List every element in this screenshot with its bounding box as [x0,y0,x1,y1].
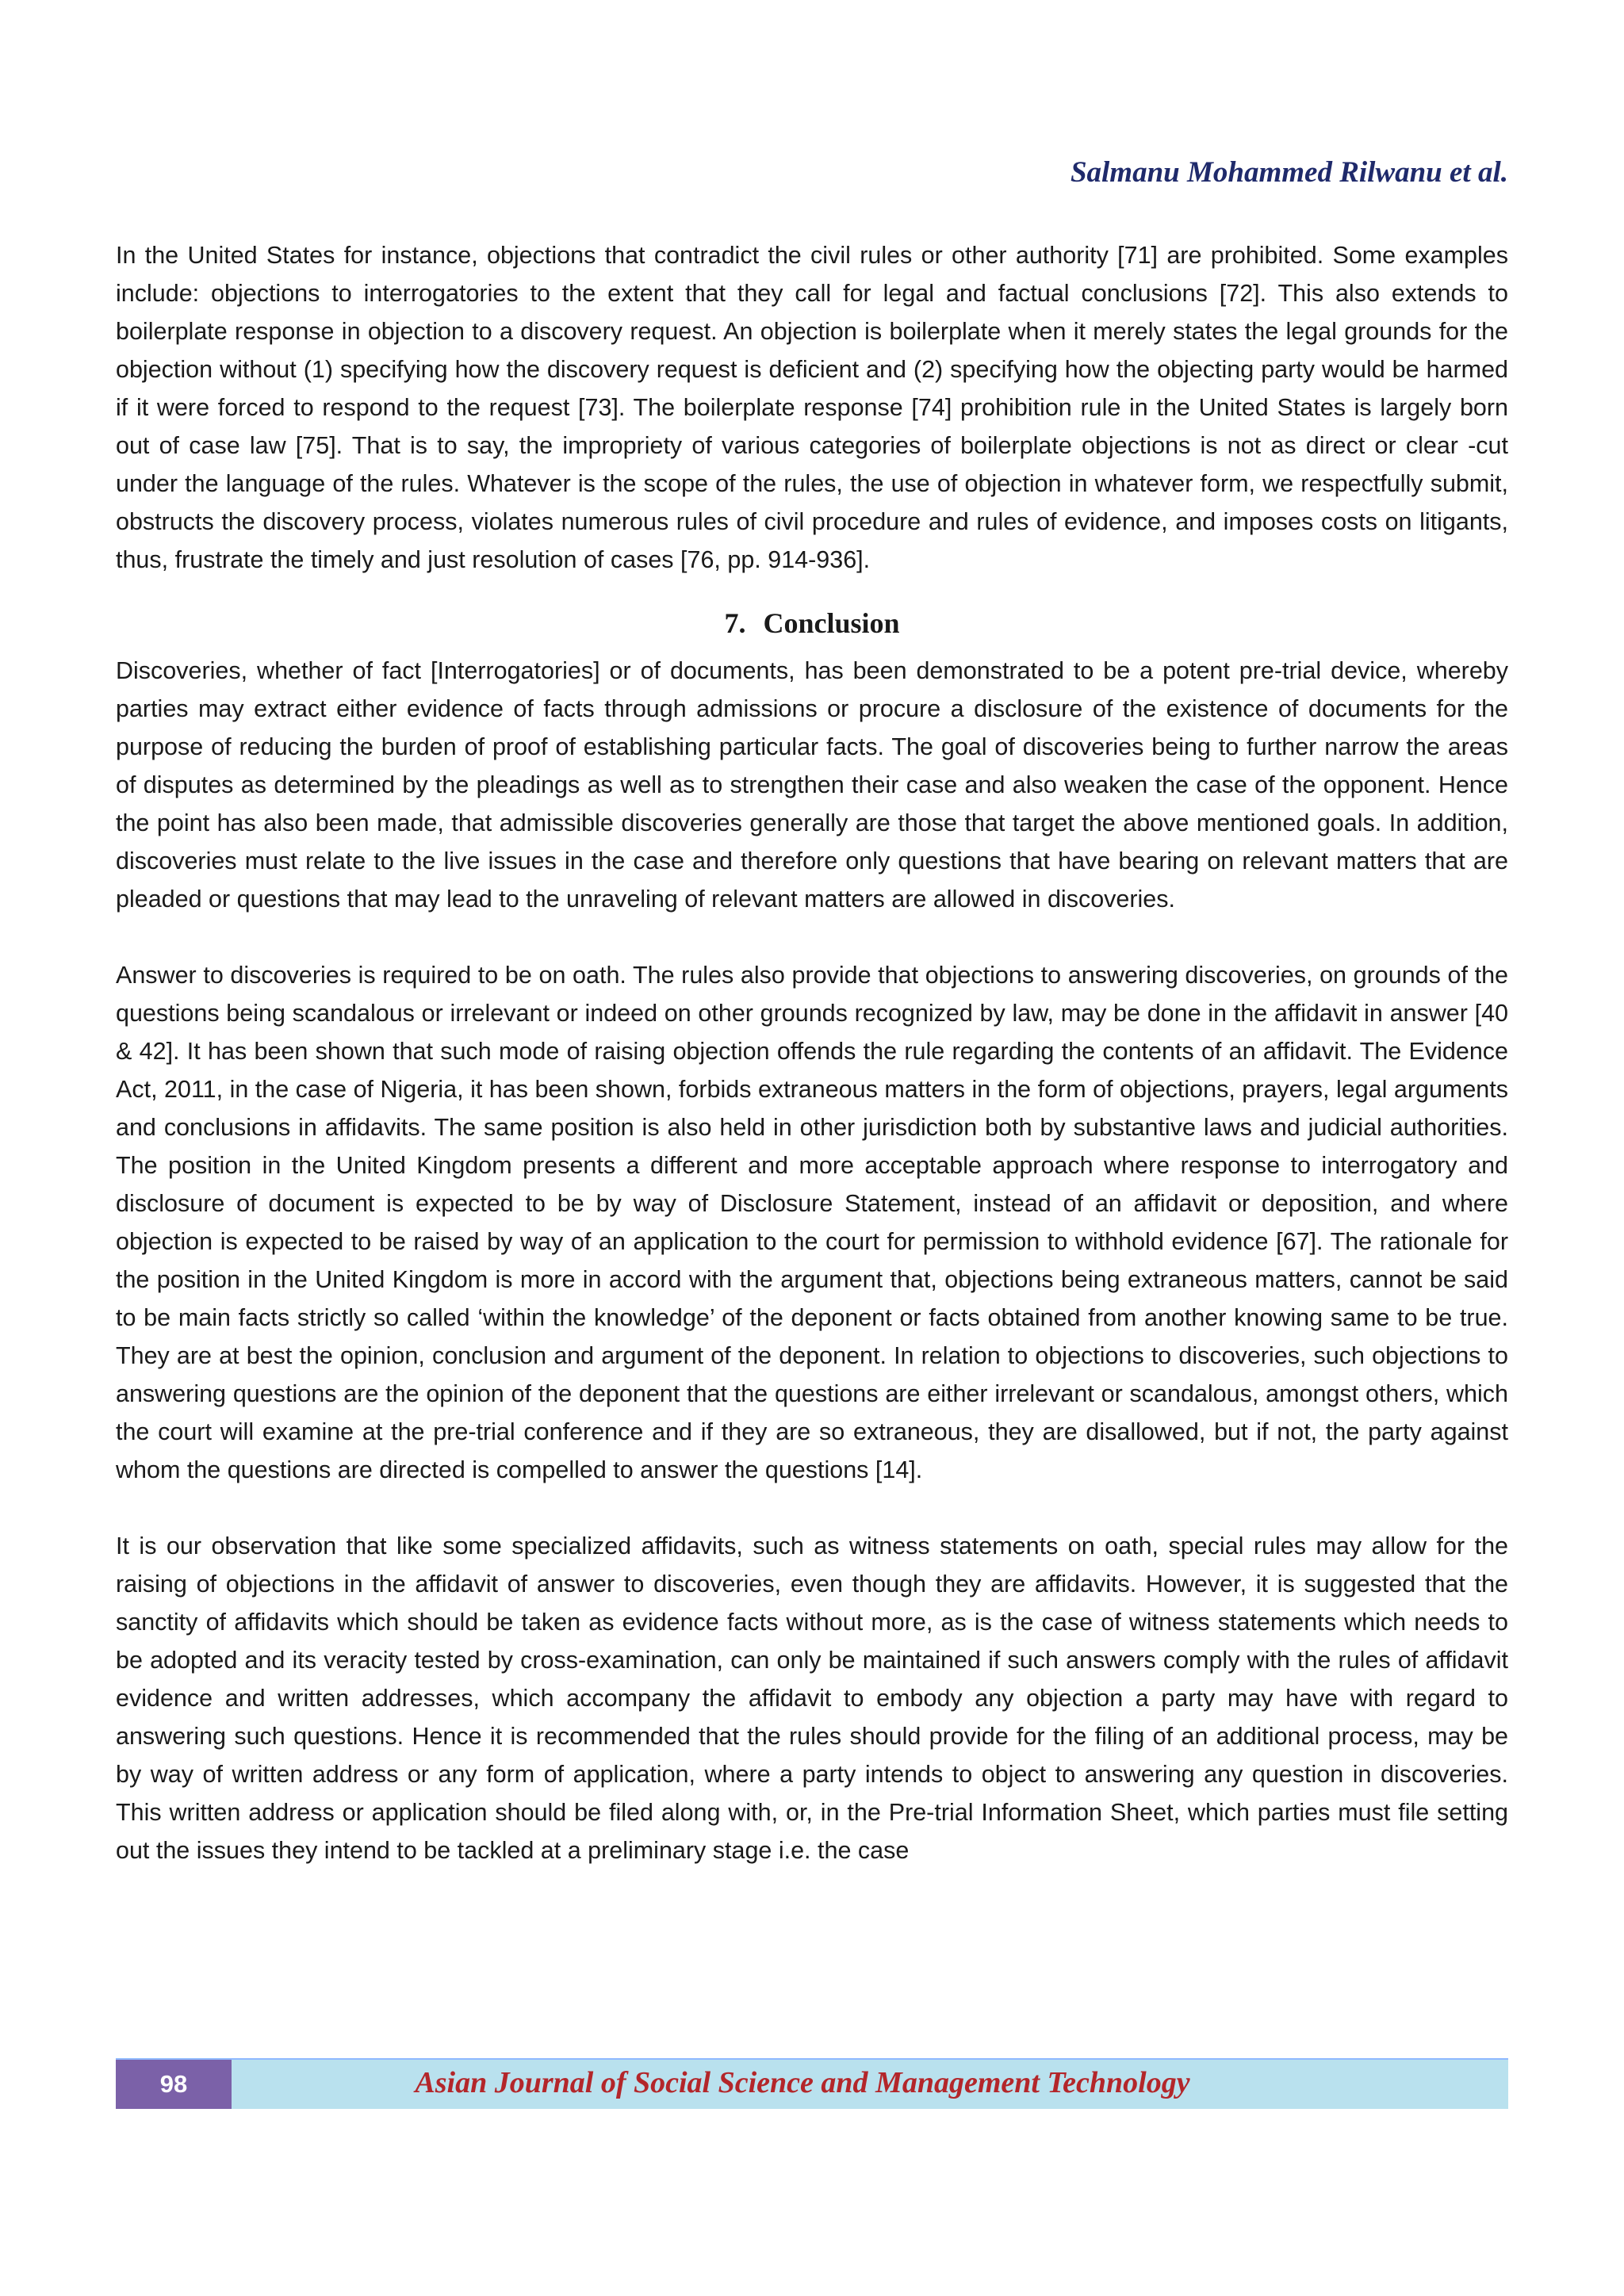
section-heading-conclusion [116,603,1508,644]
paragraph-conclusion-discoveries: Discoveries, whether of fact [Interrogatories] or of documents, has been demonstrated to be a potent pre-trial device, whereby parties may extract either evidence of facts through admissions or procure a disclosure of the existence of documents for the purpose of reducing the burden of proof of establishing particular facts. The goal of discoveries being to further narrow the areas of disputes as determined by the pleadings as well as to strengthen their case and also weaken the case of the opponent. Hence the point has also been made, that admissible discoveries generally are those that target the above mentioned goals. In addition, discoveries must relate to the live issues in the case and therefore only questions that have bearing on relevant matters that are pleaded or questions that may lead to the unraveling of relevant matters are allowed in discoveries. [116,657,1508,913]
page-footer [116,2058,1508,2109]
journal-name: Asian Journal of Social Science and Management Technology [415,2066,1190,2099]
paragraph-spacer [116,918,1508,956]
section-title: Conclusion [763,607,900,639]
page-body [116,236,1508,1869]
running-head-author: Salmanu Mohammed Rilwanu et al. [1070,156,1508,189]
paragraph-us-objections: In the United States for instance, objections that contradict the civil rules or other authority [71] are prohibited. Some examples include: objections to interrogatories to the extent that they call for legal and factual conclusions [72]. This also extends to boilerplate response in objection to a discovery request. An objection is boilerplate when it merely states the legal grounds for the objection without (1) specifying how the discovery request is deficient and (2) specifying how the objecting party would be harmed if it were forced to respond to the request [73]. The boilerplate response [74] prohibition rule in the United States is largely born out of case law [75]. That is to say, the impropriety of various categories of boilerplate objections is not as direct or clear -cut under the language of the rules. Whatever is the scope of the rules, the use of objection in whatever form, we respectfully submit, obstructs the discovery process, violates numerous rules of civil procedure and rules of evidence, and imposes costs on litigants, thus, frustrate the timely and just resolution of cases [76, pp. 914-936]. [116,242,1508,573]
paragraph-observation: It is our observation that like some specialized affidavits, such as witness statements on oath, special rules may allow for the raising of objections in the affidavit of answer to discoveries, even though they are affidavits. However, it is suggested that the sanctity of affidavits which should be taken as evidence facts without more, as is the case of witness statements which needs to be adopted and its veracity tested by cross-examination, can only be maintained if such answers comply with the rules of affidavit evidence and written addresses, which accompany the affidavit to embody any objection a party may have with regard to answering such questions. Hence it is recommended that the rules should provide for the filing of an additional process, may be by way of written address or any form of application, where a party intends to object to answering any question in discoveries. This written address or application should be filed along with, or, in the Pre-trial Information Sheet, which parties must file setting out the issues they intend to be tackled at a preliminary stage i.e. the case [116,1533,1508,1864]
paragraph-spacer [116,1489,1508,1527]
page-number-badge: 98 [116,2060,232,2109]
section-number: 7. [724,607,746,639]
paragraph-answer-on-oath: Answer to discoveries is required to be on oath. The rules also provide that objections to answering discoveries, on grounds of the questions being scandalous or irrelevant or indeed on other grounds recognized by law, may be done in the affidavit in answer [40 & 42]. It has been shown that such mode of raising objection offends the rule regarding the contents of an affidavit. The Evidence Act, 2011, in the case of Nigeria, it has been shown, forbids extraneous matters in the form of objections, prayers, legal arguments and conclusions in affidavits. The same position is also held in other jurisdiction both by substantive laws and judicial authorities. The position in the United Kingdom presents a different and more acceptable approach where response to interrogatory and disclosure of document is expected to be by way of Disclosure Statement, instead of an affidavit or deposition, and where objection is expected to be raised by way of an application to the court for permission to withhold evidence [67]. The rationale for the position in the United Kingdom is more in accord with the argument that, objections being extraneous matters, cannot be said to be main facts strictly so called ‘within the knowledge’ of the deponent or facts obtained from another knowing same to be true. They are at best the opinion, conclusion and argument of the deponent. In relation to objections to discoveries, such objections to answering questions are the opinion of the deponent that the questions are either irrelevant or scandalous, amongst others, which the court will examine at the pre-trial conference and if they are so extraneous, they are disallowed, but if not, the party against whom the questions are directed is compelled to answer the questions [14]. [116,962,1508,1483]
